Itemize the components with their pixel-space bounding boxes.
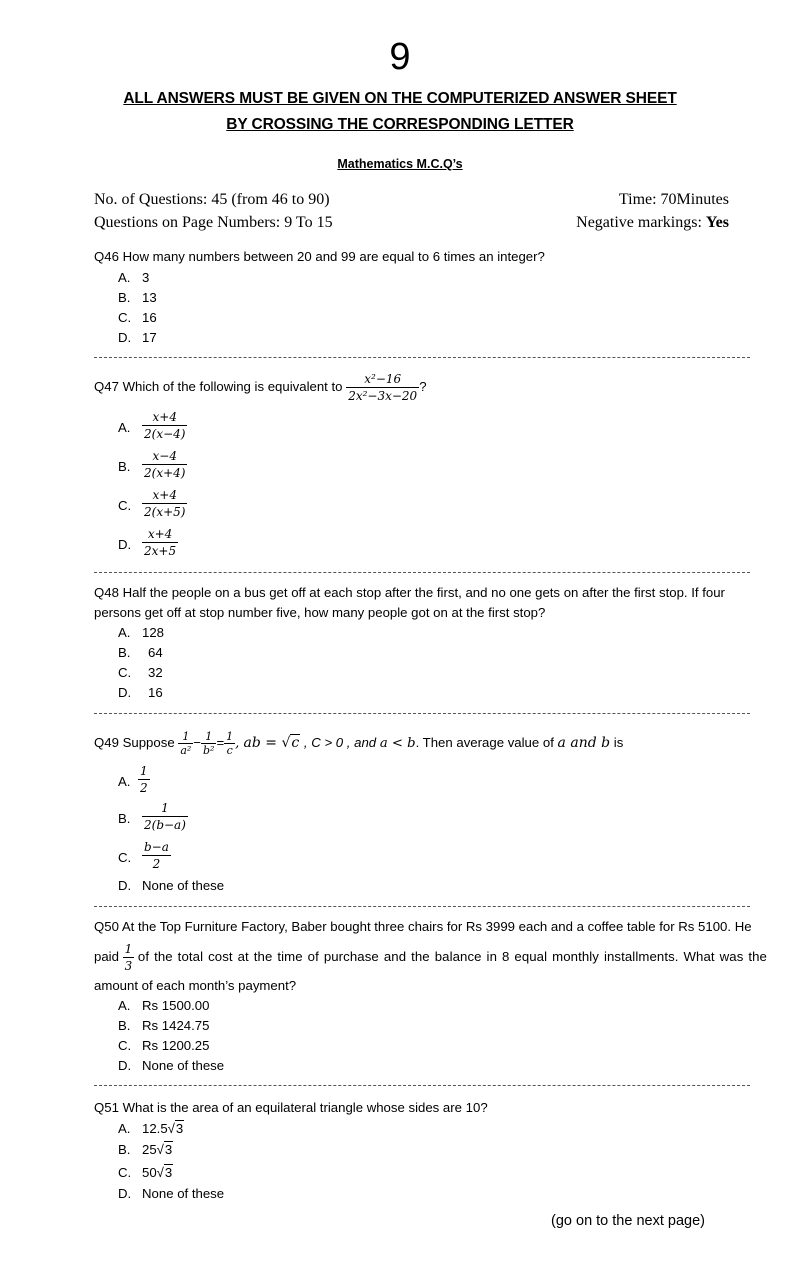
condition-inequality: a < b: [379, 736, 416, 751]
option-49-b[interactable]: [0, 800, 800, 838]
question-47: [94, 368, 427, 408]
option-49-d[interactable]: [0, 876, 800, 896]
option-text: None of these: [142, 1186, 225, 1201]
option-text: Rs 1200.25: [142, 1038, 210, 1053]
option-46-a[interactable]: [0, 268, 800, 288]
option-text: 16: [148, 685, 163, 700]
instruction-line-1: ALL ANSWERS MUST BE GIVEN ON THE COMPUTERIZED ANSWER SHEET: [123, 90, 677, 107]
negative-marking-value: Yes: [705, 214, 729, 231]
question-50-line-3: amount of each month’s payment?: [94, 978, 297, 993]
question-49: [94, 724, 623, 764]
question-mark: ?: [419, 379, 427, 394]
fraction-denominator: 2x+5: [144, 544, 177, 558]
option-letter: C.: [118, 498, 132, 513]
option-letter: A.: [118, 270, 131, 285]
option-letter: A.: [118, 774, 131, 789]
radicand: 3: [164, 1165, 173, 1180]
option-46-d[interactable]: [0, 328, 800, 348]
option-48-b[interactable]: [0, 643, 800, 663]
option-47-c[interactable]: [0, 487, 800, 525]
option-letter: B.: [118, 1142, 131, 1157]
next-page-note: (go on to the next page): [551, 1213, 705, 1229]
option-letter: C.: [118, 310, 132, 325]
coefficient: 25: [142, 1142, 157, 1157]
coefficient: 12.5: [142, 1121, 168, 1136]
negative-marking: [576, 213, 729, 233]
option-51-a[interactable]: [0, 1119, 800, 1139]
fraction-numerator: x−4: [142, 448, 187, 465]
question-50-line-1: Q50 At the Top Furniture Factory, Baber bought three chairs for Rs 3999 each and a coffee table for Rs 5100. He: [94, 919, 752, 934]
option-48-c[interactable]: [0, 663, 800, 683]
fraction-numerator: b−a: [144, 840, 169, 854]
separator: [94, 906, 750, 907]
questions-count: No. of Questions: 45 (from 46 to 90): [94, 191, 330, 208]
fraction-denominator: b²: [203, 744, 215, 758]
comma: ,: [235, 736, 244, 751]
radicand: 3: [164, 1142, 173, 1157]
questions-pages: Questions on Page Numbers: 9 To 15: [94, 214, 333, 231]
fraction-denominator: 2(x+4): [144, 466, 186, 480]
condition-text: , C > 0 , and: [300, 735, 380, 750]
option-50-a[interactable]: [0, 996, 800, 1016]
fraction-numerator: 1: [178, 730, 193, 744]
question-48-line-2: persons get off at stop number five, how many people got on at the first stop?: [94, 605, 546, 620]
question-50-line-2-suffix: of the total cost at the time of purchase and the balance in 8 equal monthly installments. What was the: [137, 949, 767, 964]
radicand: 3: [175, 1121, 184, 1136]
option-fraction: [138, 763, 150, 796]
separator: [94, 357, 750, 358]
option-text: Rs 1424.75: [142, 1018, 210, 1033]
minus-sign: −: [193, 735, 201, 750]
option-letter: C.: [118, 1038, 132, 1053]
fraction-numerator: 1: [140, 764, 148, 778]
fraction-one-over-a-squared: [178, 730, 193, 757]
fraction-denominator: 3: [124, 959, 133, 974]
option-letter: D.: [118, 330, 132, 345]
fraction-numerator: 1: [226, 730, 234, 744]
option-48-d[interactable]: [0, 683, 800, 703]
option-letter: A.: [118, 625, 131, 640]
option-text: 128: [142, 625, 165, 640]
ab-expression: ab =: [243, 735, 282, 751]
option-49-c[interactable]: [0, 839, 800, 877]
option-47-d[interactable]: [0, 526, 800, 564]
question-49-prefix: Q49 Suppose: [94, 735, 175, 750]
separator: [94, 1085, 750, 1086]
option-letter: C.: [118, 1165, 132, 1180]
question-48-line-1: Q48 Half the people on a bus get off at each stop after the first, and no one gets on after the first stop. If four: [94, 585, 725, 600]
fraction-numerator: x+4: [142, 487, 187, 504]
option-letter: A.: [118, 1121, 131, 1136]
option-47-b[interactable]: [0, 448, 800, 486]
question-50-line-2: [94, 938, 767, 978]
option-letter: B.: [118, 459, 131, 474]
option-text: 13: [142, 290, 157, 305]
option-letter: C.: [118, 850, 132, 865]
section-title: Mathematics M.C.Q’s: [337, 157, 463, 171]
fraction-numerator: 1: [201, 730, 216, 744]
question-47-text: Q47 Which of the following is equivalent to: [94, 379, 343, 394]
fraction-denominator: 2(x−4): [144, 427, 186, 441]
question-46: Q46 How many numbers between 20 and 99 are equal to 6 times an integer?: [94, 249, 545, 264]
option-letter: B.: [118, 1018, 131, 1033]
sqrt-three: √3: [156, 1165, 173, 1180]
option-50-b[interactable]: [0, 1016, 800, 1036]
fraction-denominator: 2: [152, 857, 161, 871]
option-text: None of these: [142, 1058, 225, 1073]
option-text: 17: [142, 330, 157, 345]
option-letter: D.: [118, 1058, 132, 1073]
sqrt-c: √c: [281, 735, 300, 751]
coefficient: 50: [142, 1165, 157, 1180]
option-48-a[interactable]: [0, 623, 800, 643]
option-letter: D.: [118, 1186, 132, 1201]
time-limit: Time: 70Minutes: [618, 191, 729, 208]
option-fraction: [142, 526, 178, 559]
option-47-a[interactable]: [0, 409, 800, 447]
sqrt-three: √3: [167, 1121, 184, 1136]
fraction-one-third: [123, 941, 135, 974]
option-text: 3: [142, 270, 150, 285]
option-letter: B.: [118, 645, 131, 660]
sqrt-three: √3: [156, 1142, 173, 1157]
fraction-one-over-b-squared: [201, 730, 216, 757]
radicand: c: [291, 735, 300, 751]
fraction-denominator: 2: [140, 781, 148, 795]
option-fraction: [142, 448, 187, 481]
negative-marking-label: Negative markings:: [576, 214, 706, 231]
instruction-line-2: BY CROSSING THE CORRESPONDING LETTER: [226, 116, 574, 133]
fraction-one-over-c: [224, 730, 235, 757]
question-49-suffix: . Then average value of: [415, 735, 558, 750]
fraction-denominator: 2(b−a): [144, 818, 186, 832]
option-50-c[interactable]: [0, 1036, 800, 1056]
option-51-b[interactable]: [0, 1140, 800, 1160]
option-50-d[interactable]: [0, 1056, 800, 1076]
option-text: None of these: [142, 878, 225, 893]
fraction-numerator: 1: [124, 942, 133, 957]
separator: [94, 572, 750, 573]
equals-sign: =: [216, 735, 225, 750]
fraction-denominator: 2x²−3x−20: [348, 389, 418, 404]
option-letter: A.: [118, 420, 131, 435]
average-of: a and b: [557, 735, 611, 751]
option-fraction: [142, 839, 171, 872]
fraction-numerator: 1: [142, 800, 188, 817]
fraction-numerator: x+4: [142, 409, 187, 426]
fraction-denominator: c: [226, 744, 233, 758]
option-text: 64: [148, 645, 163, 660]
fraction-denominator: 2(x+5): [144, 505, 186, 519]
option-letter: C.: [118, 665, 132, 680]
option-51-d[interactable]: [0, 1184, 800, 1204]
fraction-numerator: x+4: [142, 526, 178, 543]
option-fraction: [142, 409, 187, 442]
option-text: Rs 1500.00: [142, 998, 210, 1013]
option-letter: A.: [118, 998, 131, 1013]
fraction-denominator: a²: [180, 744, 192, 758]
separator: [94, 713, 750, 714]
option-49-a[interactable]: [0, 763, 800, 799]
question-47-fraction: [346, 371, 419, 404]
option-letter: B.: [118, 290, 131, 305]
option-fraction: [142, 800, 188, 833]
option-letter: B.: [118, 811, 131, 826]
question-51: Q51 What is the area of an equilateral triangle whose sides are 10?: [94, 1100, 488, 1115]
option-letter: D.: [118, 537, 132, 552]
option-letter: D.: [118, 878, 132, 893]
option-46-c[interactable]: [0, 308, 800, 328]
option-46-b[interactable]: [0, 288, 800, 308]
option-text: 32: [148, 665, 163, 680]
option-letter: D.: [118, 685, 132, 700]
option-fraction: [142, 487, 187, 520]
question-49-is: is: [610, 735, 624, 750]
page-number: 9: [389, 36, 411, 78]
fraction-numerator: x²−16: [346, 371, 419, 388]
question-50-paid: paid: [94, 949, 119, 964]
option-51-c[interactable]: [0, 1163, 800, 1183]
option-text: 16: [142, 310, 157, 325]
